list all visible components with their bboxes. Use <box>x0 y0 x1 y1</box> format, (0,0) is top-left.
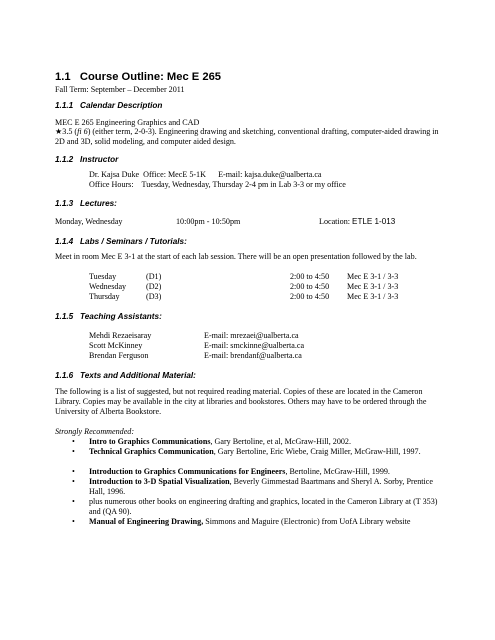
strongly-recommended-label: Strongly Recommended: <box>55 427 135 436</box>
course-description: ★3.5 (fi 6) (either term, 2-0-3). Engineering drawing and sketching, conventional drafting, computer-aided drawing in 2D and 3D, solid modeling, and computer aided design. <box>55 127 439 146</box>
subsection-heading-tas: 1.1.5 Teaching Assistants: <box>55 312 162 321</box>
lecture-days: Monday, Wednesday <box>55 217 123 226</box>
star-icon: ★ <box>55 127 63 136</box>
bullet-icon: • <box>72 467 75 476</box>
subsection-heading-lectures: 1.1.3 Lectures: <box>55 199 117 208</box>
subsection-heading-instructor: 1.1.2 Instructor <box>55 155 119 164</box>
instructor-name: Dr. Kajsa Duke Office: MecE 5-1K E-mail: kajsa.duke@ualberta.ca <box>89 170 322 179</box>
office-hours: Office Hours: Tuesday, Wednesday, Thursday 2-4 pm in Lab 3-3 or my office <box>89 180 346 189</box>
labs-intro: Meet in room Mec E 3-1 at the start of each lab session. There will be an open presentation followed by the lab. <box>55 252 417 261</box>
lecture-time: 10:00pm - 10:50pm <box>176 217 241 226</box>
bullet-icon: • <box>72 497 75 506</box>
bullet-icon: • <box>72 437 75 446</box>
subsection-heading-texts: 1.1.6 Texts and Additional Material: <box>55 371 196 380</box>
bullet-icon: • <box>72 477 75 486</box>
bullet-icon: • <box>72 447 75 456</box>
lecture-location: Location: ETLE 1-013 <box>319 217 396 226</box>
section-heading: 1.1 Course Outline: Mec E 265 <box>55 71 222 83</box>
subsection-heading-calendar: 1.1.1 Calendar Description <box>55 101 163 110</box>
document-page: 1.1 Course Outline: Mec E 265 Fall Term: September – December 2011 1.1.1 Calendar Description MEC E 265 Engineering Graphics and CAD ★3.5 (fi 6) (either term, 2-0-3). Engineering drawing and sketching, conventional drafting, computer-aided drawing in 2D and 3D, solid modeling, and computer aided design. 1.1.2 Instructor Dr. Kajsa Duke Office: MecE 5-1K E-mail: kajsa.duke@ualberta.ca Office Hours: Tuesday, Wednesday, Thursday 2-4 pm in Lab 3-3 or my office 1.1.3 Lectures: Monday, Wednesday 10:00pm - 10:50pm Location: ETLE 1-013 1.1.4 Labs / Seminars / Tutorials: Meet in room Mec E 3-1 at the start of each lab session. There will be an open presentation followed by the lab. Tuesday (D1) 2:00 to 4:50 Mec E 3-1 / 3-3 Wednesday (D2) 2:00 to 4:50 Mec E 3-1 / 3-3 Thursday (D3) 2:00 to 4:50 Mec E 3-1 / 3-3 1.1.5 Teaching Assistants: Mehdi Rezaeisaray E-mail: mrezaei@ualberta.ca Scott McKinney E-mail: smckinne@ualberta.ca Brendan Ferguson E-mail: brendanf@ualberta.ca 1.1.6 Texts and Additional Material: The following is a list of suggested, but not required reading material. Copies of these are located in the Cameron Library. Copies may be available in the city at libraries and bookstores. Others may have to be ordered through the University of Alberta Bookstore. Strongly Recommended: • Intro to Graphics Communications, Gary Bertoline, et al, McGraw-Hill, 2002. • Technical Graphics Communication, Gary Bertoline, Eric Wiebe, Craig Miller, McGraw-Hill, 1997. • Introduction to Graphics Communications for Engineers, Bertoline, McGraw-Hill, 1999. • Introduction to 3-D Spatial Visualization, Beverly Gimmestad Baartmans and Sheryl A. Sorby, Prentice Hall, 1996. • plus numerous other books on engineering drafting and graphics, located in the Cameron Library at (T 353) and (QA 90). • Manual of Engineering Drawing, Simmons and Maguire (Electronic) from UofA Library website <box>0 0 495 640</box>
term-line: Fall Term: September – December 2011 <box>55 85 185 94</box>
course-name: MEC E 265 Engineering Graphics and CAD <box>55 118 200 127</box>
texts-intro: The following is a list of suggested, but not required reading material. Copies of these are located in the Cameron Library. Copies may be available in the city at libraries and bookstores. Others may have to be ordered through the University of Alberta Bookstore. <box>55 387 427 416</box>
bullet-icon: • <box>72 517 75 526</box>
subsection-heading-labs: 1.1.4 Labs / Seminars / Tutorials: <box>55 237 187 246</box>
